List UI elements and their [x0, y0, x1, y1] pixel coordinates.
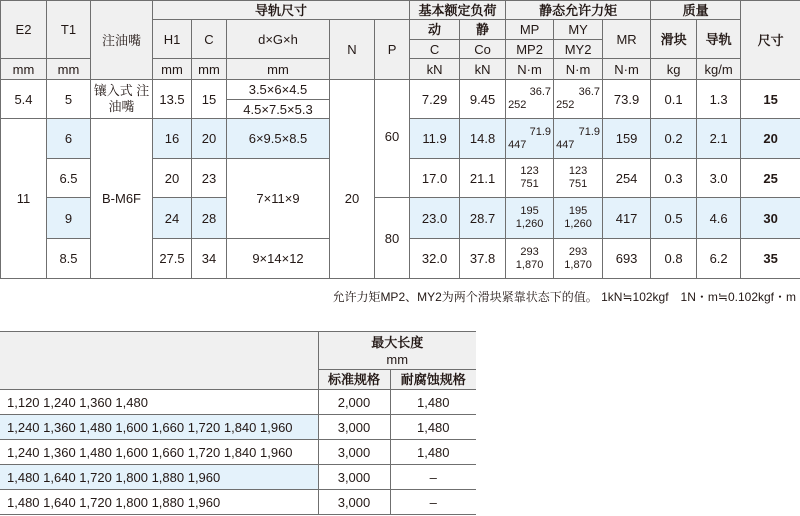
cell-mp	[506, 80, 554, 119]
cell-p: 80	[375, 198, 410, 279]
cell-n	[330, 80, 375, 119]
unit-mp: N·m	[506, 59, 554, 80]
std-cell: 2,000	[318, 390, 390, 415]
std-cell: 3,000	[318, 490, 390, 515]
cell-my-top: 36.7	[578, 86, 601, 98]
cell-t1: 8.5	[47, 239, 91, 279]
cell-h1: 13.5	[153, 80, 192, 119]
cell-block: 0.5	[651, 198, 697, 239]
cell-c: 20	[192, 119, 227, 159]
header-c: C	[192, 20, 227, 59]
header-mr: MR	[603, 20, 651, 59]
max-len-label: 最大长度	[371, 334, 424, 350]
cell-rail: 3.0	[697, 159, 741, 198]
cell-e2: 11	[1, 119, 47, 279]
lengths-cell: 1,120 1,240 1,360 1,480	[0, 390, 318, 415]
cell-rail: 2.1	[697, 119, 741, 159]
cell-block: 0.2	[651, 119, 697, 159]
cell-p	[375, 80, 410, 119]
cell-dgh: 3.5×6×4.5	[227, 80, 330, 100]
corr-cell: 1,480	[390, 440, 476, 465]
cell-mp-bottom: 252	[508, 99, 527, 111]
cell-dyn: 23.0	[410, 198, 460, 239]
cell-h1: 20	[153, 159, 192, 198]
header-corr: 耐腐蚀规格	[390, 370, 476, 390]
cell-e2: 5.4	[1, 80, 47, 119]
header-rail-dim: 导轨尺寸	[153, 1, 410, 20]
unit-h1: mm	[153, 59, 192, 80]
header-static-sym: Co	[460, 40, 506, 59]
cell-mp-bottom: 447	[508, 138, 527, 151]
cell-size: 35	[741, 239, 800, 279]
cell-c: 28	[192, 198, 227, 239]
header-oil: 注油嘴	[101, 32, 141, 48]
cell-t1: 6	[47, 119, 91, 159]
unit-rail: kg/m	[697, 59, 741, 80]
unit-t1: mm	[47, 59, 91, 80]
cell-mp-bottom: 751	[520, 178, 539, 190]
cell-h1: 16	[153, 119, 192, 159]
cell-h1: 27.5	[153, 239, 192, 279]
cell-mp-bottom: 1,870	[515, 258, 544, 271]
cell-c: 15	[192, 80, 227, 119]
header-dyn: 动	[410, 20, 460, 40]
cell-static: 14.8	[460, 119, 506, 159]
cell-block: 0.3	[651, 159, 697, 198]
header-e2: E2	[15, 22, 32, 37]
cell-my-bottom: 1,870	[564, 258, 592, 271]
cell-dgh: 6×9.5×8.5	[227, 119, 330, 159]
lengths-cell: 1,240 1,360 1,480 1,600 1,660 1,720 1,840 1,960	[0, 415, 318, 440]
col-t1	[47, 1, 91, 59]
cell-mp-top: 123	[520, 165, 539, 177]
lengths-cell: 1,480 1,640 1,720 1,800 1,880 1,960	[0, 465, 318, 490]
cell-my-bottom: 1,260	[564, 218, 592, 230]
cell-my-top: 71.9	[578, 125, 601, 138]
header-max-len	[318, 332, 476, 370]
cell-dgh: 7×11×9	[227, 159, 330, 239]
cell-block: 0.1	[651, 80, 697, 119]
cell-mp	[506, 119, 554, 159]
unit-block: kg	[651, 59, 697, 80]
cell-static: 37.8	[460, 239, 506, 279]
cell-n: 20	[330, 119, 375, 279]
cell-dyn: 17.0	[410, 159, 460, 198]
header-dyn-sym: C	[410, 40, 460, 59]
header-moment: 静态允许力矩	[506, 1, 651, 20]
cell-my	[554, 159, 603, 198]
cell-dyn: 32.0	[410, 239, 460, 279]
cell-my-top: 293	[568, 245, 588, 258]
max-len-unit: mm	[386, 351, 409, 367]
header-dgh: d×G×h	[227, 20, 330, 59]
cell-mr: 254	[603, 159, 651, 198]
cell-my-bottom: 252	[556, 99, 575, 111]
unit-c: mm	[192, 59, 227, 80]
header-block: 滑块	[651, 20, 697, 59]
cell-mr: 417	[603, 198, 651, 239]
cell-size: 15	[741, 80, 800, 119]
cell-p: 60	[375, 119, 410, 198]
cell-oil: B-M6F	[91, 119, 153, 279]
cell-my-top: 123	[568, 165, 588, 177]
col-oil	[91, 1, 153, 80]
cell-t1: 5	[47, 80, 91, 119]
cell-mp-top: 36.7	[529, 86, 552, 98]
cell-size: 20	[741, 119, 800, 159]
header-my2: MY2	[554, 40, 603, 59]
cell-static: 28.7	[460, 198, 506, 239]
cell-h1: 24	[153, 198, 192, 239]
cell-dyn: 7.29	[410, 80, 460, 119]
header-h1: H1	[153, 20, 192, 59]
cell-my-bottom: 447	[556, 138, 575, 151]
cell-dgh: 9×14×12	[227, 239, 330, 279]
col-e2	[1, 1, 47, 59]
cell-my	[554, 198, 603, 239]
std-cell: 3,000	[318, 440, 390, 465]
max-length-table	[0, 331, 476, 515]
cell-static: 9.45	[460, 80, 506, 119]
header-t1: T1	[60, 22, 77, 37]
cell-mp-top: 195	[520, 205, 539, 217]
cell-my	[554, 80, 603, 119]
cell-my-top: 195	[568, 205, 588, 217]
header-size: 尺寸	[741, 1, 800, 80]
unit-static: kN	[460, 59, 506, 80]
cell-static: 21.1	[460, 159, 506, 198]
cell-c: 34	[192, 239, 227, 279]
header-n-label: N	[347, 42, 357, 57]
header-std: 标准规格	[318, 370, 390, 390]
std-cell: 3,000	[318, 415, 390, 440]
cell-t1: 9	[47, 198, 91, 239]
header-mass: 质量	[651, 1, 741, 20]
cell-dgh: 4.5×7.5×5.3	[227, 100, 330, 119]
cell-my	[554, 119, 603, 159]
cell-c: 23	[192, 159, 227, 198]
header-mp: MP	[506, 20, 554, 40]
cell-rail: 4.6	[697, 198, 741, 239]
cell-block: 0.8	[651, 239, 697, 279]
corr-cell: 1,480	[390, 415, 476, 440]
header-static: 静	[460, 20, 506, 40]
cell-mr: 693	[603, 239, 651, 279]
lengths-cell: 1,480 1,640 1,720 1,800 1,880 1,960	[0, 490, 318, 515]
lengths-header	[0, 332, 318, 390]
header-mp2: MP2	[506, 40, 554, 59]
cell-my	[554, 239, 603, 279]
cell-dyn: 11.9	[410, 119, 460, 159]
unit-e2: mm	[1, 59, 47, 80]
header-my: MY	[554, 20, 603, 40]
corr-cell: 1,480	[390, 390, 476, 415]
cell-mr: 159	[603, 119, 651, 159]
lengths-cell: 1,240 1,360 1,480 1,600 1,660 1,720 1,840 1,960	[0, 440, 318, 465]
cell-rail: 6.2	[697, 239, 741, 279]
header-p	[375, 20, 410, 80]
cell-t1: 6.5	[47, 159, 91, 198]
std-cell: 3,000	[318, 465, 390, 490]
footnote: 允许力矩MP2、MY2为两个滑块紧靠状态下的值。 1kN≒102kgf 1N・m≒0.102kgf・m	[332, 290, 796, 304]
corr-cell: –	[390, 490, 476, 515]
header-n	[330, 20, 375, 80]
unit-dgh: mm	[227, 59, 330, 80]
cell-size: 30	[741, 198, 800, 239]
cell-mp-bottom: 1,260	[515, 218, 544, 230]
cell-size: 25	[741, 159, 800, 198]
cell-mp	[506, 239, 554, 279]
cell-my-bottom: 751	[568, 178, 588, 190]
header-rail: 导轨	[697, 20, 741, 59]
cell-rail: 1.3	[697, 80, 741, 119]
cell-mp	[506, 159, 554, 198]
cell-oil: 镶入式 注油嘴	[91, 80, 153, 119]
header-load: 基本额定负荷	[410, 1, 506, 20]
unit-mr: N·m	[603, 59, 651, 80]
header-p-label: P	[387, 42, 397, 57]
unit-my: N·m	[554, 59, 603, 80]
cell-mr: 73.9	[603, 80, 651, 119]
cell-mp	[506, 198, 554, 239]
corr-cell: –	[390, 465, 476, 490]
unit-dyn: kN	[410, 59, 460, 80]
cell-mp-top: 293	[520, 245, 539, 258]
cell-mp-top: 71.9	[529, 125, 552, 138]
